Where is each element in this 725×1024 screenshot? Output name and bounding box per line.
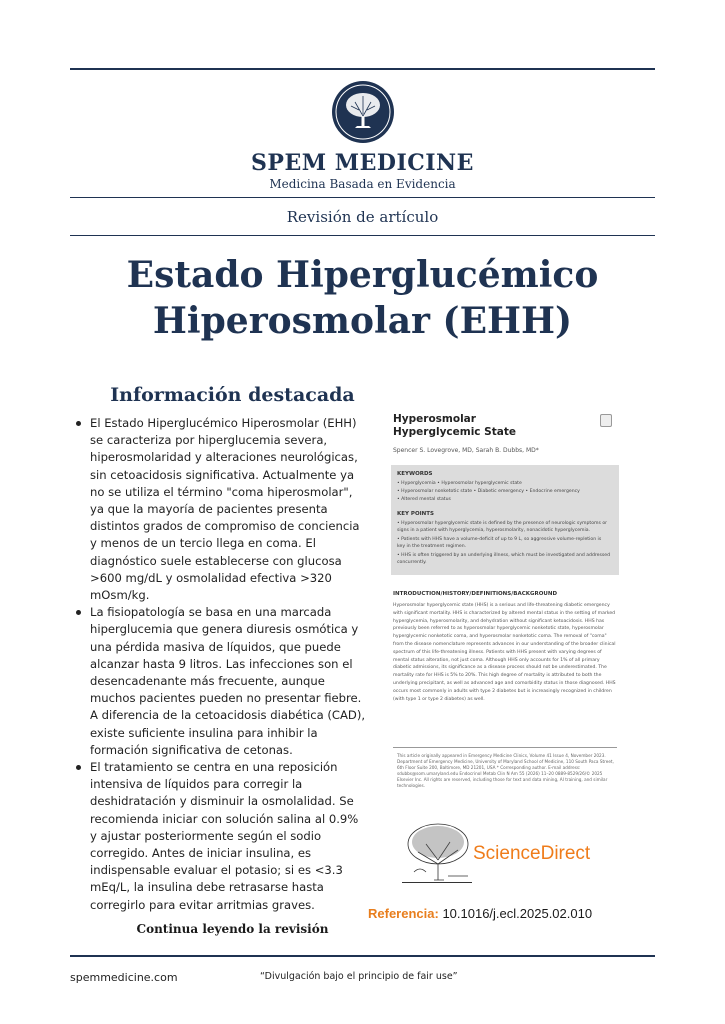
keypoint-line: concurrently. xyxy=(397,560,427,565)
continue-reading-link[interactable]: Continua leyendo la revisión xyxy=(136,922,329,936)
section-rule-top xyxy=(70,197,655,198)
keypoint-line: • Patients with HHS have a volume-deficit of up to 9 L, so aggressive volume-repletion is xyxy=(397,537,602,542)
highlights-list xyxy=(74,415,366,914)
reference-label: Referencia: xyxy=(368,906,439,921)
brand-tagline: Medicina Basada en Evidencia xyxy=(269,177,456,191)
keywords-heading: KEYWORDS xyxy=(397,471,433,477)
keypoint-line: • HHS is often triggered by an underlying illness, which must be investigated and addressed xyxy=(397,553,611,558)
footer-note: “Divulgación bajo el principio de fair use” xyxy=(260,971,458,982)
article-thumbnail[interactable] xyxy=(367,395,622,788)
keypoint-line: key in the treatment regimen. xyxy=(397,544,467,549)
reference-line xyxy=(368,906,592,921)
title-line-1: Estado Hiperglucémico xyxy=(126,254,599,296)
keypoint-line: • Hyperosmolar hyperglycemic state is defined by the presence of neurologic symptoms or xyxy=(397,521,608,526)
list-item: El Estado Hiperglucémico Hiperosmolar (EHH) se caracteriza por hiperglucemia severa, hiperosmolaridad y alteraciones neurológicas, sin cetoacidosis significativa. Actualmente ya no se utiliza el término "coma hiperosmolar", ya que la mayoría de pacientes presenta distintos grados de compromiso de conciencia y menos de un tercio llega en coma. El diagnóstico suele establecerse con glucosa >600 mg/dL y osmolalidad efectiva >320 mOsm/kg. xyxy=(74,415,366,604)
top-rule xyxy=(70,68,655,70)
reference-doi[interactable]: 10.1016/j.ecl.2025.02.010 xyxy=(442,906,593,921)
intro-text: Hyperosmolar hyperglycemic state (HHS) is a serious and life-threatening diabetic emergency with significant mortality. HHS is characterized by altered mental status in the setting of marked hyperglycemia, hyperosmolarity, and dehydration without significant ketoacidosis. HHS has previously been referred to as hyperosmolar hyperglycemic nonketotic state, hyperosmolar hyperglycemic nonketotic coma, and hyperosmolar nonketotic coma. The removal of "coma" from the disease nomenclature represents advances in our understanding of the broader clinical spectrum of this life-threatening illness. Patients with HHS present with varying degrees of mental status alteration, not just coma. Although HHS only accounts for 1% of all primary diabetic admissions, its significance as a disease process should not be underestimated. The mortality rate for HHS is 5% to 20%. This high degree of mortality is attributed to both the underlying precipitant, as well as advanced age and comorbidity status in those diagnosed. HHS occurs most commonly in adults with type 2 diabetes but is increasingly recognized in children (with type 1 or type 2 diabetes) as well. xyxy=(393,603,616,702)
sciencedirect-logo: ScienceDirect xyxy=(473,843,591,864)
footer-site-link[interactable]: spemmedicine.com xyxy=(70,971,178,984)
article-footnote: This article originally appeared in Emergency Medicine Clinics, Volume 41 Issue 4, November 2023. Department of Emergency Medicine, University of Maryland School of Medicine, 110 South Paca Street, 6th Floor Suite 200, Baltimore, MD 21201, USA * Corresponding author. E-mail address: sdubbs@som.umaryland.edu Endocrinol Metab Clin N Am 55 (2026) 11–20 0889-8529/26/© 2025 Elsevier Inc. All rights are reserved, including those for text and data mining, AI training, and similar technologies. xyxy=(397,753,614,788)
list-item: La fisiopatología se basa en una marcada hiperglucemia que genera diuresis osmótica y una pérdida masiva de líquidos, que puede alcanzar hasta 9 litros. Las infecciones son el desencadenante más frecuente, aunque muchos pacientes pueden no presentar fiebre. A diferencia de la cetoacidosis diabética (CAD), existe suficiente insulina para inhibir la formación significativa de cetonas. xyxy=(74,604,366,759)
intro-heading: INTRODUCTION/HISTORY/DEFINITIONS/BACKGROUND xyxy=(393,591,558,597)
highlights-heading: Información destacada xyxy=(110,384,355,406)
keypoints-heading: KEY POINTS xyxy=(397,511,434,517)
list-item: El tratamiento se centra en una reposición intensiva de líquidos para corregir la deshidratación y disminuir la osmolalidad. Se recomienda iniciar con solución salina al 0.9% y ajustar posteriormente según el sodio corregido. Antes de iniciar insulina, es indispensable evaluar el potasio; si es <3.3 mEq/L, la insulina debe retrasarse hasta corregirlo para evitar arritmias graves. xyxy=(74,759,366,914)
elsevier-tree-icon xyxy=(398,820,476,888)
keyword-line: • Hyperosmolar nonketotic state • Diabetic emergency • Endocrine emergency xyxy=(397,489,580,494)
title-line-2: Hiperosmolar (EHH) xyxy=(152,300,573,342)
crossmark-icon xyxy=(600,414,612,427)
article-authors: Spencer S. Lovegrove, MD, Sarah B. Dubbs, MD* xyxy=(393,447,539,454)
footer-rule xyxy=(70,955,655,957)
keyword-line: • Altered mental status xyxy=(397,497,451,502)
keypoint-line: signs in a patient with hyperglycemia, hyperosmolarity, nonacidotic hyperglycemia. xyxy=(397,528,591,533)
section-rule-bottom xyxy=(70,235,655,236)
tree-seal-icon xyxy=(331,80,395,144)
page-title xyxy=(0,252,725,344)
article-title: Hyperosmolar Hyperglycemic State xyxy=(393,413,516,438)
keywords-box xyxy=(391,465,619,575)
keyword-line: • Hyperglycemia • Hyperosmolar hyperglycemic state xyxy=(397,481,522,486)
brand-name: SPEM MEDICINE xyxy=(251,150,474,176)
section-label: Revisión de artículo xyxy=(286,208,439,226)
footnote-divider xyxy=(393,747,617,748)
